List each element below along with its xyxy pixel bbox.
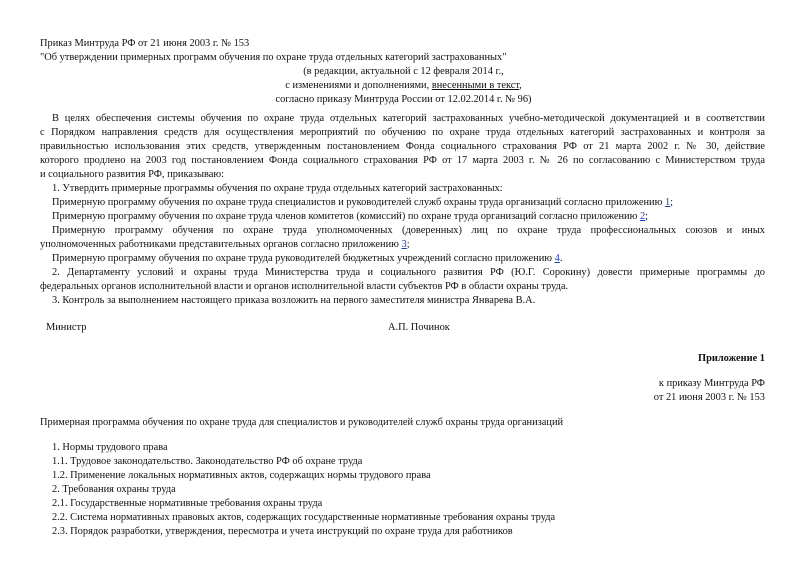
program-2: Примерную программу обучения по охране труда членов комитетов (комиссий) по охране труда организаций согласно приложению 2; — [52, 211, 649, 222]
signature-name: А.П. Починок — [388, 322, 450, 333]
intro-line-3: правильностью использования этих средств, утвержденным постановлением Фонда социального страхования РФ от 21 марта 2002 г. № 30, действие — [40, 141, 765, 152]
list-item: 1. Нормы трудового права — [52, 442, 168, 453]
intro-line-1: В целях обеспечения системы обучения по охране труда отдельных категорий застрахованных учебно-методической документацией и в соответствии — [52, 113, 765, 124]
appendix-title: Приложение 1 — [697, 353, 765, 364]
edition-note-2: с изменениями и дополнениями, внесенными в текст, — [285, 80, 522, 91]
appendix-2-link[interactable]: 2 — [639, 211, 646, 222]
program-4: Примерную программу обучения по охране труда руководителей бюджетных учреждений согласно приложению 4. — [52, 253, 563, 264]
order-title: Приказ Минтруда РФ от 21 июня 2003 г. № 153 — [40, 38, 250, 49]
list-item: 1.2. Применение локальных нормативных актов, содержащих нормы трудового права — [52, 470, 431, 481]
item-2-line-1: 2. Департаменту условий и охраны труда Министерства труда и социального развития РФ (Ю.Г. Сорокину) довести примерные программы до — [52, 267, 765, 278]
intro-line-5: и социального развития РФ, приказываю: — [40, 169, 225, 180]
list-item: 2.1. Государственные нормативные требования охраны труда — [52, 498, 323, 509]
edition-note-1: (в редакции, актуальной с 12 февраля 2014 г., — [303, 66, 504, 77]
appendix-ref-1: к приказу Минтруда РФ — [658, 378, 765, 389]
appendix-4-link[interactable]: 4 — [554, 253, 560, 264]
program-3-line-2: уполномоченных работниками представительных органов согласно приложению 3; — [40, 239, 410, 250]
program-1: Примерную программу обучения по охране труда специалистов и руководителей служб охраны труда организаций согласно приложению 1; — [52, 197, 674, 208]
amendments-link[interactable]: внесенными в текст — [431, 80, 520, 91]
item-2-line-2: федеральных органов исполнительной власти и органов исполнительной власти субъектов РФ в области охраны труда. — [40, 281, 569, 292]
list-item: 2.3. Порядок разработки, утверждения, пересмотра и учета инструкций по охране труда для работников — [52, 526, 513, 537]
intro-line-4: которого продлено на 2003 год постановлением Фонда социального страхования РФ от 17 марта 2003 г. № 26 по согласованию с Министерством труда — [40, 155, 765, 166]
list-item: 2.2. Система нормативных правовых актов, содержащих государственные нормативные требования охраны труда — [52, 512, 556, 523]
edition-note-3: согласно приказу Минтруда России от 12.02.2014 г. № 96) — [275, 94, 532, 105]
list-item: 2. Требования охраны труда — [52, 484, 176, 495]
list-item: 1.1. Трудовое законодательство. Законодательство РФ об охране труда — [52, 456, 363, 467]
appendix-1-link[interactable]: 1 — [664, 197, 671, 208]
appendix-3-link[interactable]: 3 — [401, 239, 407, 250]
program-3-line-1: Примерную программу обучения по охране труда уполномоченных (доверенных) лиц по охране труда профессиональных союзов и иных — [52, 225, 765, 236]
item-3: 3. Контроль за выполнением настоящего приказа возложить на первого заместителя министра Январева В.А. — [52, 295, 536, 306]
item-1: 1. Утвердить примерные программы обучения по охране труда отдельных категорий застрахованных: — [52, 183, 503, 194]
order-subject: "Об утверждении примерных программ обучения по охране труда отдельных категорий застрахованных" — [40, 52, 507, 63]
signature-role: Министр — [46, 322, 87, 333]
intro-line-2: с Порядком направления средств для осуществления мероприятий по обучению по охране труда отдельных категорий застрахованных и контроля за — [40, 127, 765, 138]
appendix-ref-2: от 21 июня 2003 г. № 153 — [653, 392, 765, 403]
program-title: Примерная программа обучения по охране труда для специалистов и руководителей служб охраны труда организаций — [40, 417, 564, 428]
